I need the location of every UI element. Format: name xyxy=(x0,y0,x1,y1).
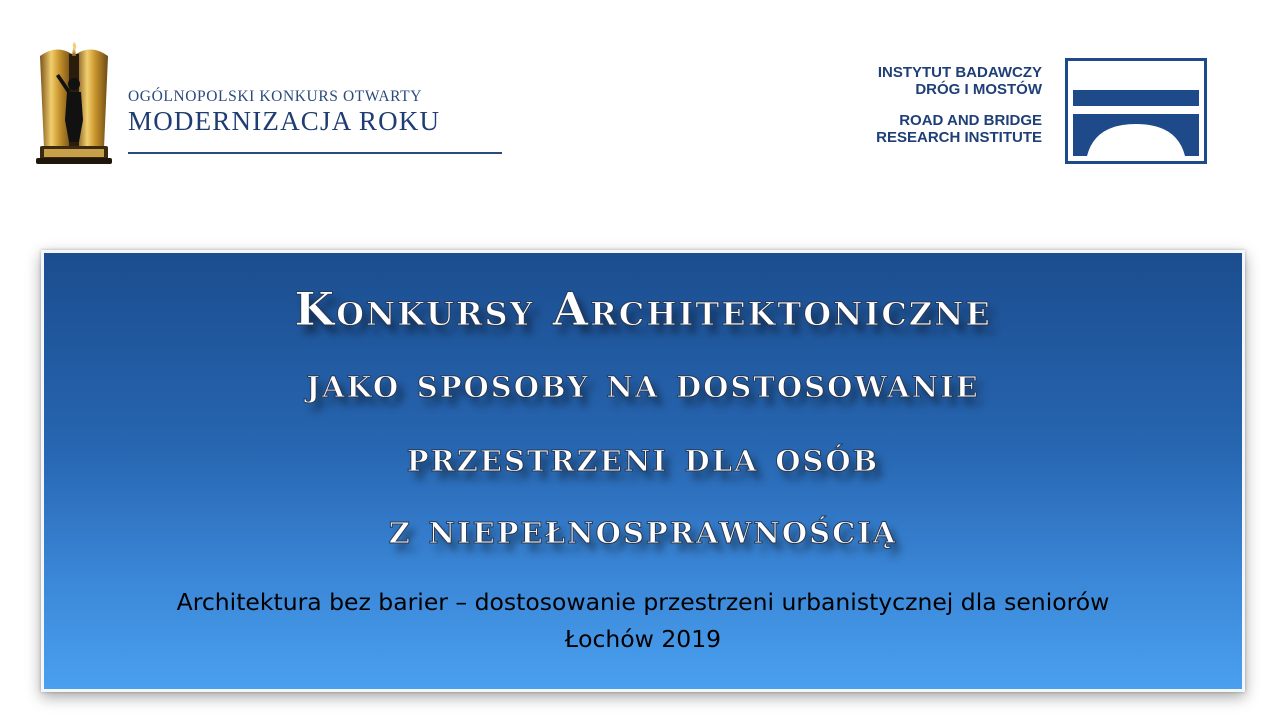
ibdim-logo xyxy=(780,56,1210,168)
trophy-statuette-icon xyxy=(34,42,114,166)
modernizacja-roku-logo xyxy=(28,40,518,170)
contest-name: MODERNIZACJA ROKU xyxy=(128,106,441,136)
ibdim-line-3: ROAD AND BRIDGE xyxy=(899,112,1042,129)
ibdim-name xyxy=(876,64,1042,146)
presentation-subtitle xyxy=(44,584,1242,658)
subtitle-line-1: Architektura bez barier – dostosowanie przestrzeni urbanistycznej dla seniorów xyxy=(176,588,1110,616)
title-line-3: przestrzeni dla osób xyxy=(406,432,880,481)
title-line-4: z niepełnosprawnością xyxy=(388,504,898,553)
contest-subtitle: OGÓLNOPOLSKI KONKURS OTWARTY xyxy=(128,88,423,105)
ibdim-line-1: INSTYTUT BADAWCZY xyxy=(877,64,1042,81)
logo-divider xyxy=(128,152,502,154)
ibdim-line-2: DRÓG I MOSTÓW xyxy=(915,81,1042,98)
bridge-arch-icon xyxy=(1065,58,1207,164)
subtitle-line-2: Łochów 2019 xyxy=(564,625,722,653)
ibdim-line-4: RESEARCH INSTITUTE xyxy=(876,129,1042,146)
presentation-title xyxy=(44,273,1242,565)
title-line-2: jako sposoby na dostosowanie xyxy=(306,358,980,407)
title-panel xyxy=(41,250,1245,692)
title-line-1: Konkursy Architektoniczne xyxy=(294,282,992,336)
